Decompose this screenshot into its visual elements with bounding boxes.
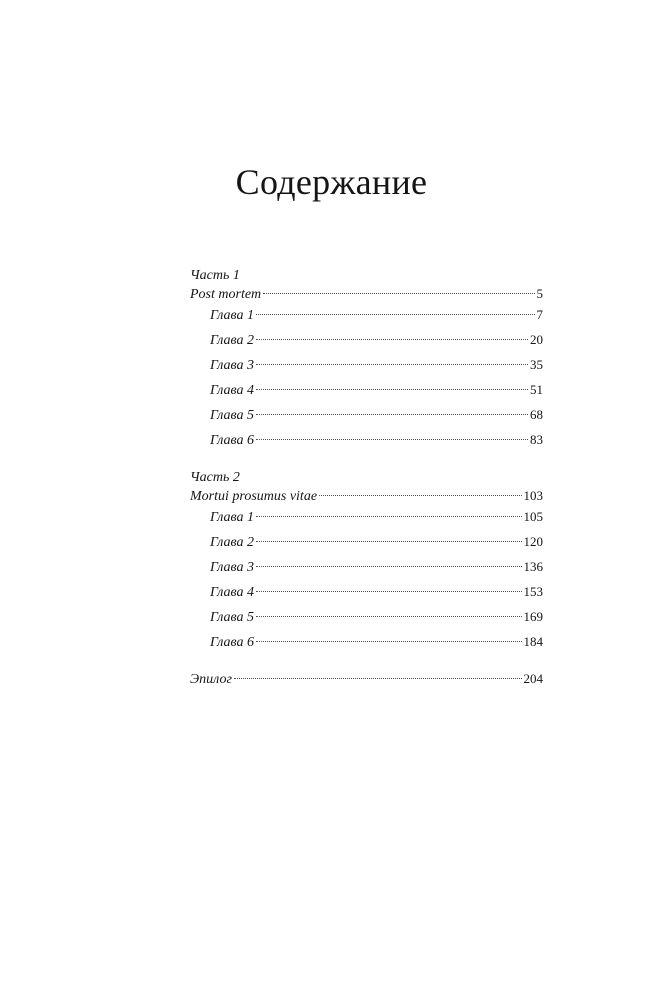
toc-entry-epilogue[interactable]	[190, 668, 543, 693]
toc-entry-part-1[interactable]	[190, 284, 543, 304]
page-number: 51	[530, 382, 543, 397]
entry-title: Глава 1	[210, 308, 254, 323]
toc-entry-chapter[interactable]	[190, 506, 543, 531]
entry-title: Глава 6	[210, 433, 254, 448]
dot-leader	[256, 541, 522, 542]
dot-leader	[256, 616, 522, 617]
page-number: 136	[523, 559, 543, 574]
entry-title: Глава 4	[210, 585, 254, 600]
entry-title: Mortui prosumus vitae	[190, 489, 318, 504]
entry-title: Эпилог	[190, 672, 232, 687]
dot-leader	[256, 389, 528, 390]
page-number: 83	[530, 432, 543, 447]
toc-entry-chapter[interactable]	[190, 354, 543, 379]
page-number: 103	[523, 488, 543, 503]
toc-entry-chapter[interactable]	[190, 556, 543, 581]
toc-entry-chapter[interactable]	[190, 581, 543, 606]
entry-title: Глава 5	[210, 610, 254, 625]
spacer	[190, 656, 543, 668]
entry-title: Глава 6	[210, 635, 254, 650]
page-number: 105	[523, 509, 543, 524]
table-of-contents	[190, 268, 543, 693]
page-number: 68	[530, 407, 543, 422]
toc-entry-chapter[interactable]	[190, 304, 543, 329]
toc-entry-chapter[interactable]	[190, 379, 543, 404]
dot-leader	[256, 591, 522, 592]
dot-leader	[256, 641, 522, 642]
toc-entry-chapter[interactable]	[190, 429, 543, 454]
entry-title: Глава 2	[210, 535, 254, 550]
toc-entry-part-2[interactable]	[190, 486, 543, 506]
entry-title: Глава 2	[210, 333, 254, 348]
page-number: 169	[523, 609, 543, 624]
page-number: 184	[523, 634, 543, 649]
dot-leader	[256, 414, 528, 415]
page-number: 20	[530, 332, 543, 347]
dot-leader	[256, 364, 528, 365]
entry-title: Глава 5	[210, 408, 254, 423]
page-number: 153	[523, 584, 543, 599]
toc-entry-chapter[interactable]	[190, 404, 543, 429]
part-1-label: Часть 1	[190, 268, 240, 283]
dot-leader	[263, 293, 534, 294]
page-number: 7	[536, 307, 543, 322]
dot-leader	[256, 566, 522, 567]
dot-leader	[256, 439, 528, 440]
dot-leader	[234, 678, 522, 679]
page-number: 35	[530, 357, 543, 372]
dot-leader	[256, 339, 528, 340]
dot-leader	[256, 516, 522, 517]
dot-leader	[256, 314, 535, 315]
toc-entry-chapter[interactable]	[190, 531, 543, 556]
entry-title: Post mortem	[190, 287, 262, 302]
entry-title: Глава 1	[210, 510, 254, 525]
entry-title: Глава 4	[210, 383, 254, 398]
toc-entry-chapter[interactable]	[190, 606, 543, 631]
part-2-label: Часть 2	[190, 470, 240, 485]
toc-entry-chapter[interactable]	[190, 631, 543, 656]
page-title: Содержание	[235, 162, 428, 202]
page-number: 120	[523, 534, 543, 549]
spacer	[190, 454, 543, 470]
page-number: 5	[536, 286, 543, 301]
page-number: 204	[523, 671, 543, 686]
toc-entry-chapter[interactable]	[190, 329, 543, 354]
entry-title: Глава 3	[210, 358, 254, 373]
entry-title: Глава 3	[210, 560, 254, 575]
dot-leader	[319, 495, 521, 496]
